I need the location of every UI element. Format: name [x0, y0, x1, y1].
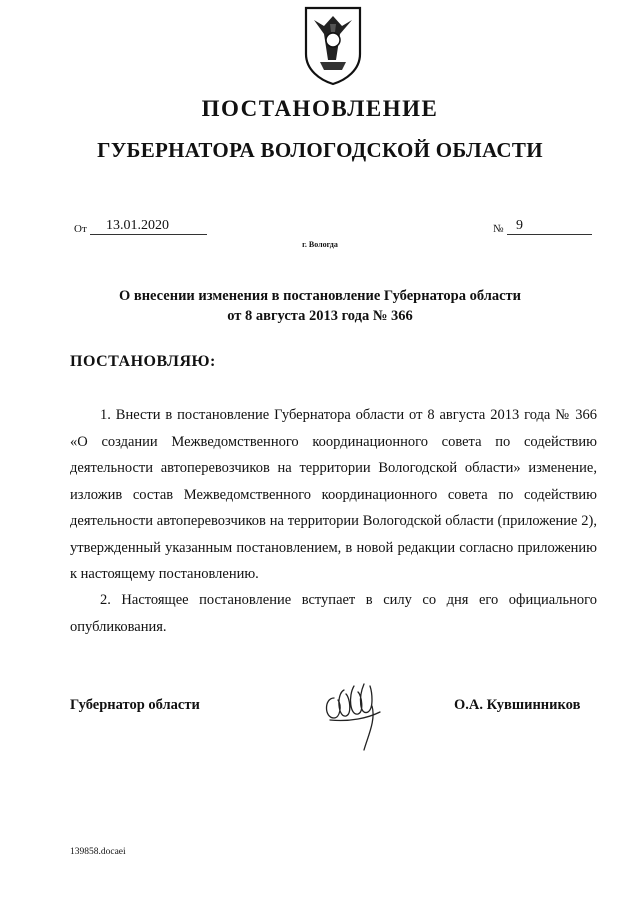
document-number: 9 — [516, 218, 523, 233]
decree-heading: ПОСТАНОВЛЯЮ: — [70, 353, 216, 370]
date-prefix: От — [74, 223, 87, 235]
document-title: ПОСТАНОВЛЕНИЕ — [201, 96, 439, 121]
document-reference: 139858.docaei — [70, 847, 126, 857]
number-underline — [507, 234, 592, 235]
city-label: г. Вологда — [302, 240, 338, 249]
signatory-title: Губернатор области — [70, 697, 200, 713]
signatory-name: О.А. Кувшинников — [454, 697, 581, 713]
paragraph-1: 1. Внести в постановление Губернатора области от 8 августа 2013 года № 366 «О создании Межведомственного координационного совета по содействию деятельности автоперевозчиков на территории Вологодской области» изменение, изложив состав Межведомственного координационного совета по содействию деятельности автоперевозчиков на территории Вологодской области (приложение 2), утвержденный указанным постановлением, в новой редакции согласно приложению к настоящему постановлению. — [70, 407, 597, 582]
subject-line-1: О внесении изменения в постановление Губернатора области — [118, 288, 522, 304]
coat-of-arms-emblem — [302, 4, 364, 86]
issuer-title: ГУБЕРНАТОРА ВОЛОГОДСКОЙ ОБЛАСТИ — [97, 138, 543, 162]
subject-line-2: от 8 августа 2013 года № 366 — [227, 308, 413, 324]
paragraph-2: 2. Настоящее постановление вступает в силу со дня его официального опубликования. — [70, 592, 597, 635]
handwritten-signature — [320, 676, 390, 756]
document-subject — [90, 286, 550, 326]
document-date: 13.01.2020 — [106, 218, 169, 233]
date-underline — [90, 234, 207, 235]
number-prefix: № — [493, 223, 504, 235]
